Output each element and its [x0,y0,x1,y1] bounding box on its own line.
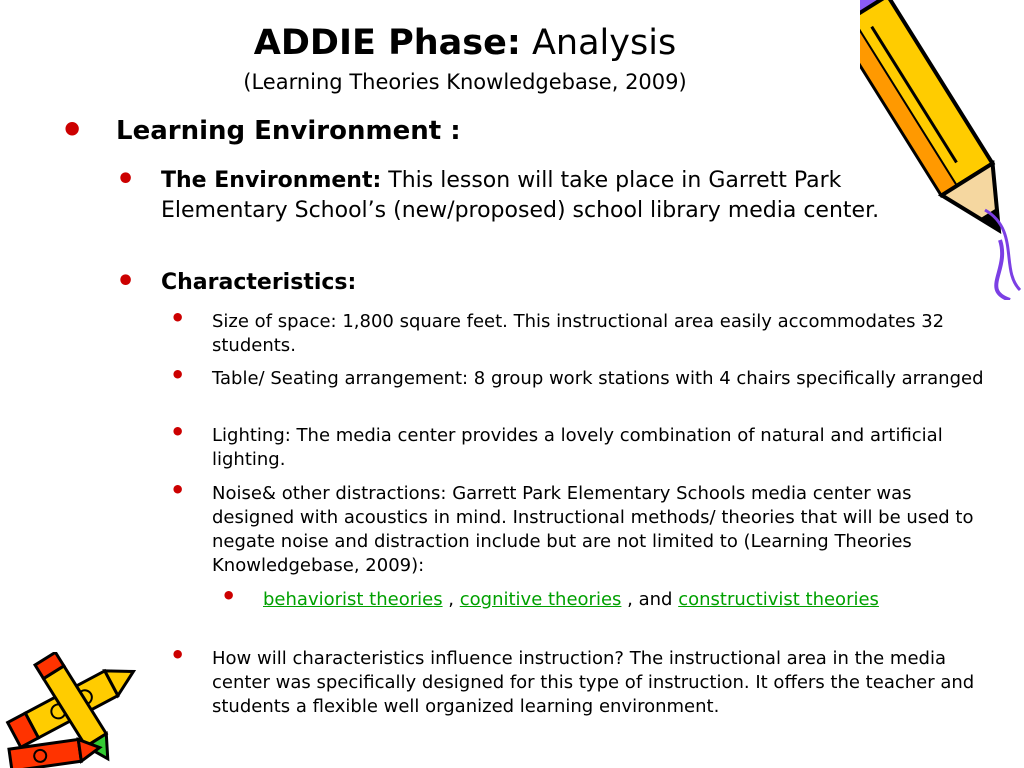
heading-learning-environment: Learning Environment : [116,116,461,146]
bullet-icon: • [116,264,136,299]
bullet-icon: • [170,476,186,504]
environment-label: The Environment: [161,168,382,193]
item-size-of-space: Size of space: 1,800 square feet. This instructional area easily accommodates 32 students. [212,311,945,356]
link-separator: , and [621,589,679,610]
item-noise: Noise& other distractions: Garrett Park Elementary Schools media center was designed with acoustics in mind. Instructional methods/ theories that will be used to negate noise and distraction include but are not limited to (Learning Theories Knowledgebase, 2009): [212,483,974,576]
bullet-icon: • [60,108,85,152]
characteristics-label: Characteristics: [161,270,357,295]
slide-title [0,22,930,64]
bullet-icon: • [170,361,186,389]
slide-subtitle: (Learning Theories Knowledgebase, 2009) [243,70,687,94]
link-constructivist-theories[interactable]: constructivist theories [678,589,879,610]
link-cognitive-theories[interactable]: cognitive theories [459,589,622,610]
bullet-icon: • [170,641,186,669]
title-bold: ADDIE Phase: [253,23,521,63]
pencil-clipart-icon [860,0,1024,300]
bullet-icon: • [170,304,186,332]
bullet-icon: • [116,162,136,197]
crayons-clipart-icon [0,652,150,768]
item-seating: Table/ Seating arrangement: 8 group work stations with 4 chairs specifically arranged [212,368,984,389]
bullet-icon: • [170,418,186,446]
theories-links [263,588,963,612]
bullet-icon: • [221,582,237,610]
item-influence: How will characteristics influence instruction? The instructional area in the media center was specifically designed for this type of instruction. It offers the teacher and students a flexible well organized learning environment. [212,648,975,717]
link-behaviorist-theories[interactable]: behaviorist theories [263,589,443,610]
item-lighting: Lighting: The media center provides a lovely combination of natural and artificial lighting. [212,425,943,470]
title-rest: Analysis [520,23,677,63]
link-separator: , [442,589,460,610]
environment-paragraph [161,166,971,226]
environment-text: This lesson will take place in Garrett Park Elementary School’s (new/proposed) school library media center. [161,168,880,223]
